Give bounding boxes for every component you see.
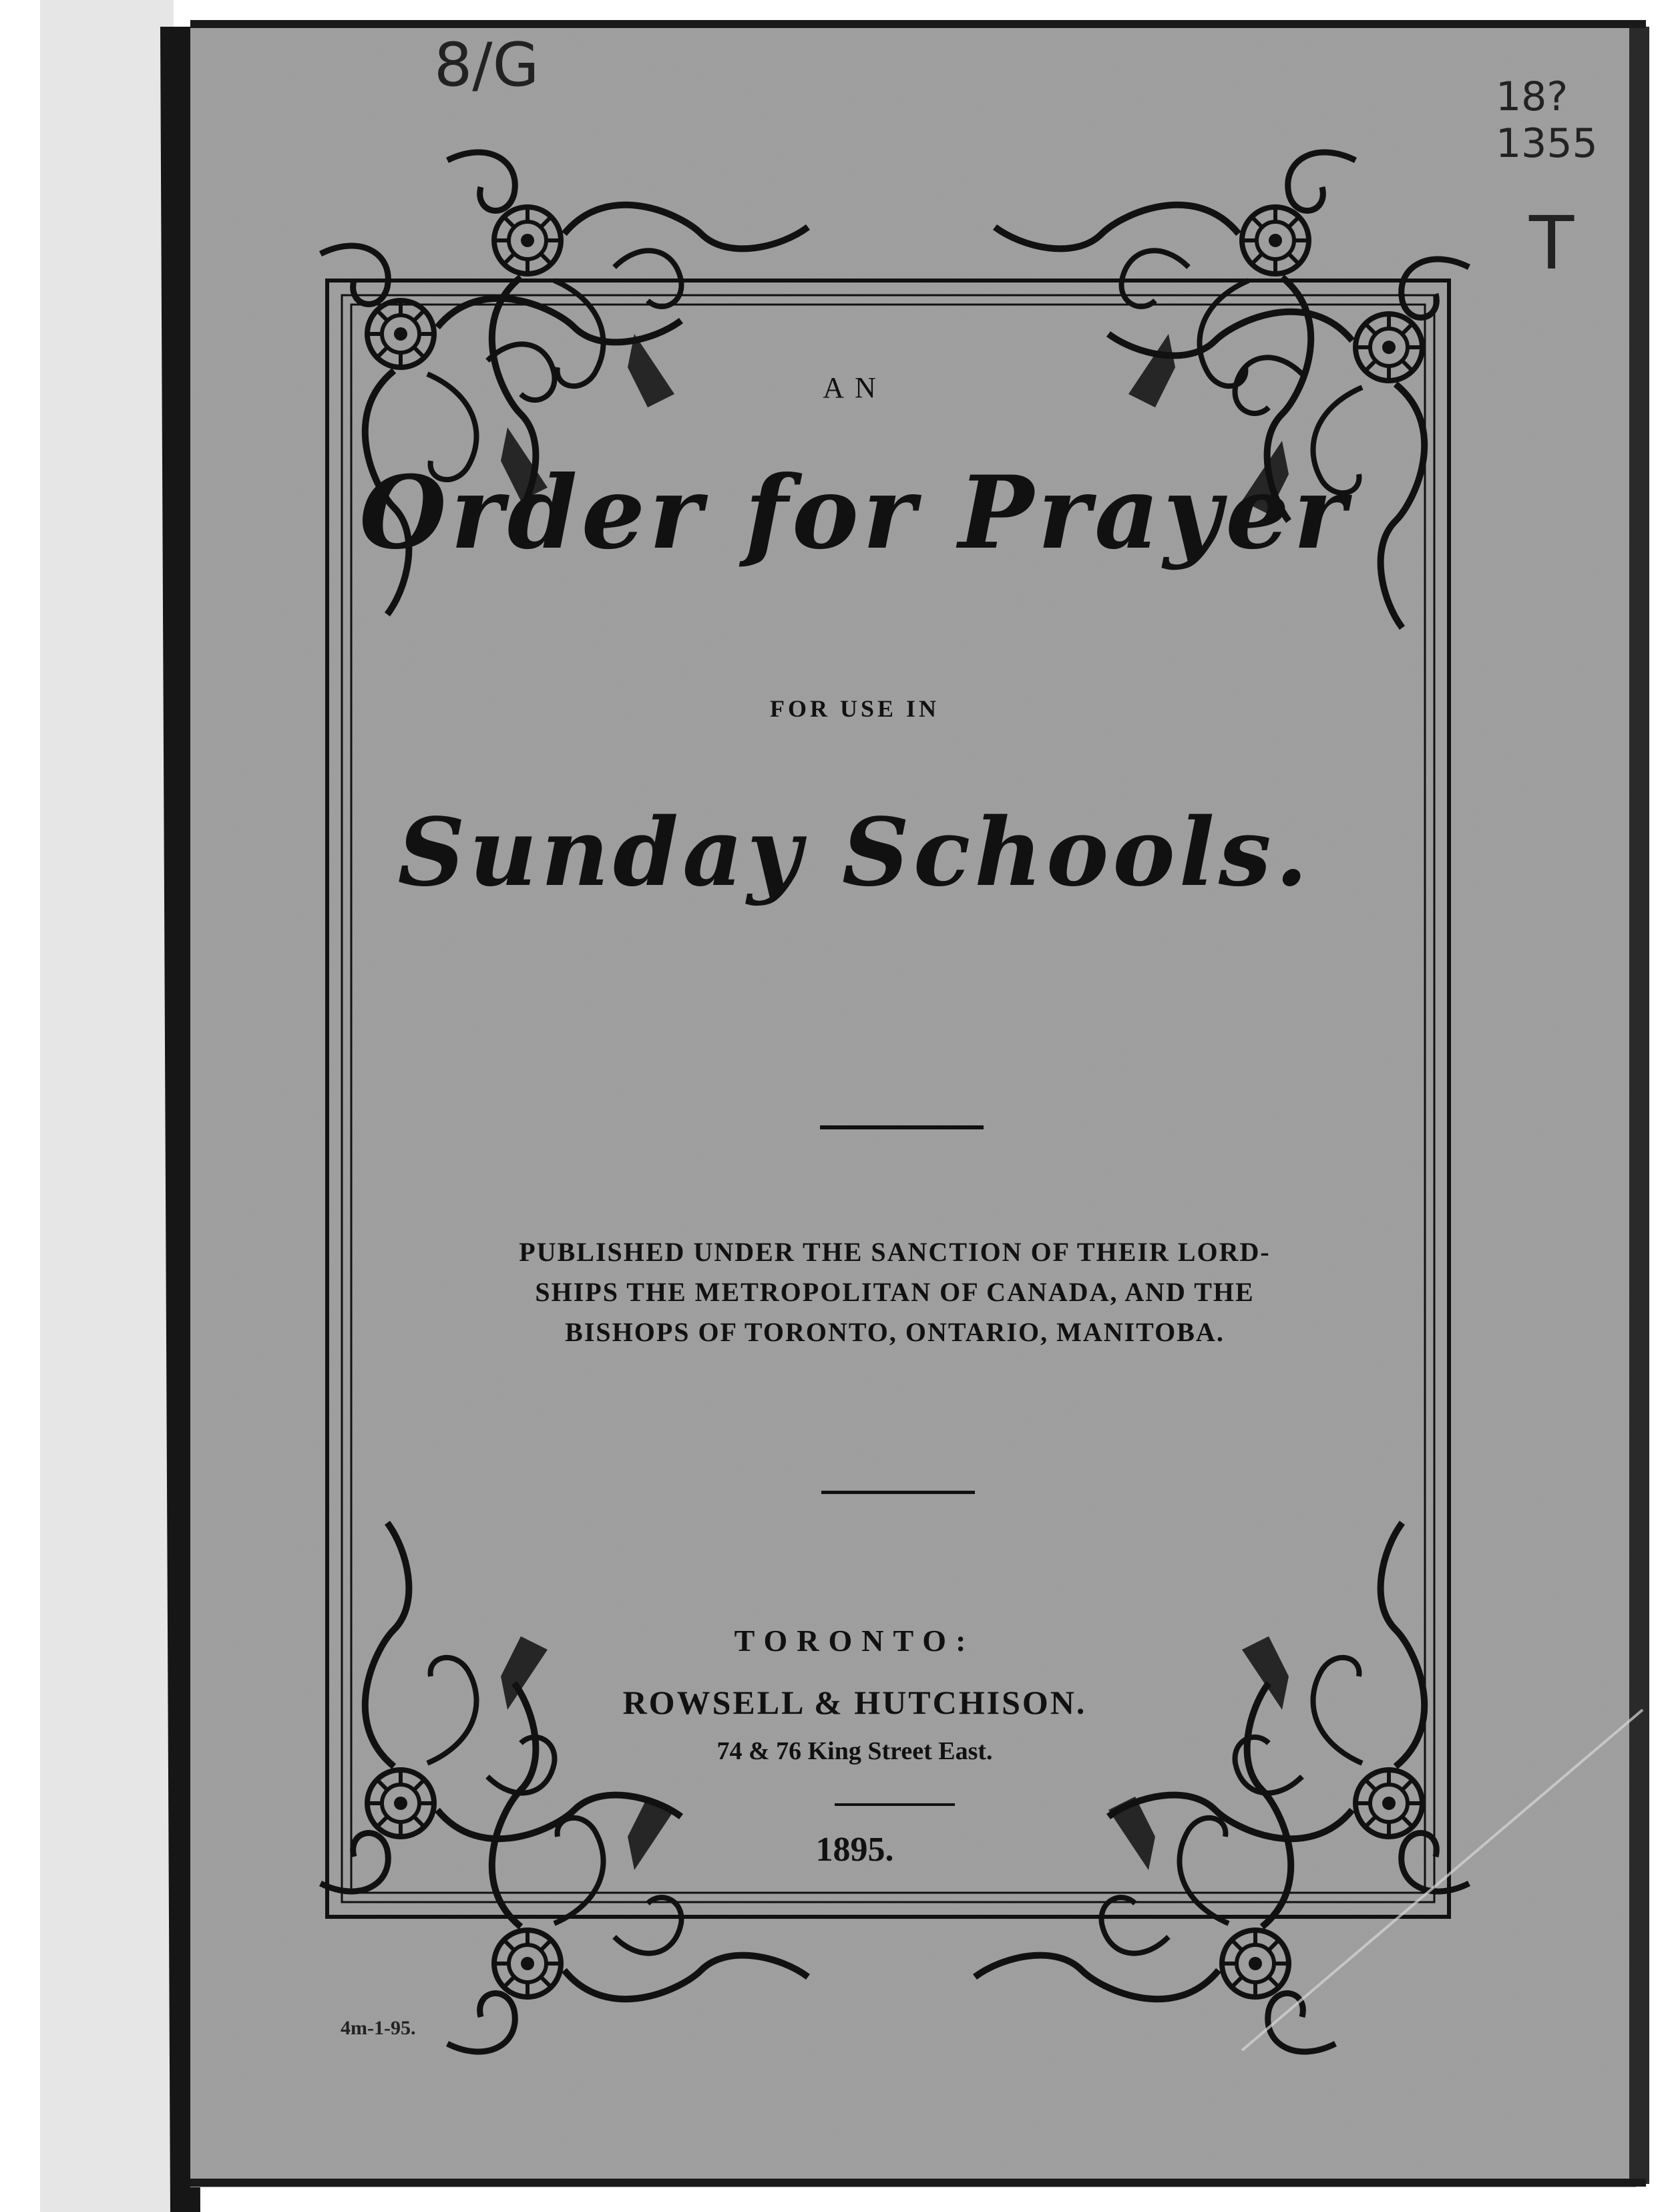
handwritten-mark: 8/G bbox=[434, 30, 540, 100]
handwritten-number bbox=[1496, 73, 1598, 167]
title-an: AN bbox=[823, 371, 887, 404]
handwritten-number-line: 1355 bbox=[1496, 120, 1598, 167]
publication-note bbox=[427, 1232, 1362, 1352]
imprint-address: 74 & 76 King Street East. bbox=[716, 1737, 993, 1765]
catalog-number: 4m-1-95. bbox=[341, 2017, 416, 2039]
publication-note-line: PUBLISHED UNDER THE SANCTION OF THEIR LORD- bbox=[519, 1237, 1271, 1267]
imprint-city: TORONTO: bbox=[734, 1624, 976, 1658]
imprint-publisher: ROWSELL & HUTCHISON. bbox=[622, 1684, 1087, 1721]
handwritten-letter: T bbox=[1529, 200, 1575, 286]
handwritten-number-line: 18? bbox=[1496, 73, 1569, 120]
publication-note-line: BISHOPS OF TORONTO, ONTARIO, MANITOBA. bbox=[565, 1317, 1225, 1347]
publication-note-line: SHIPS THE METROPOLITAN OF CANADA, AND THE bbox=[535, 1277, 1255, 1307]
subtitle: Sunday Schools. bbox=[397, 798, 1312, 908]
for-use-in-label: FOR USE IN bbox=[769, 695, 940, 722]
main-title: Order for Prayer bbox=[359, 454, 1350, 572]
imprint-year: 1895. bbox=[815, 1831, 894, 1869]
